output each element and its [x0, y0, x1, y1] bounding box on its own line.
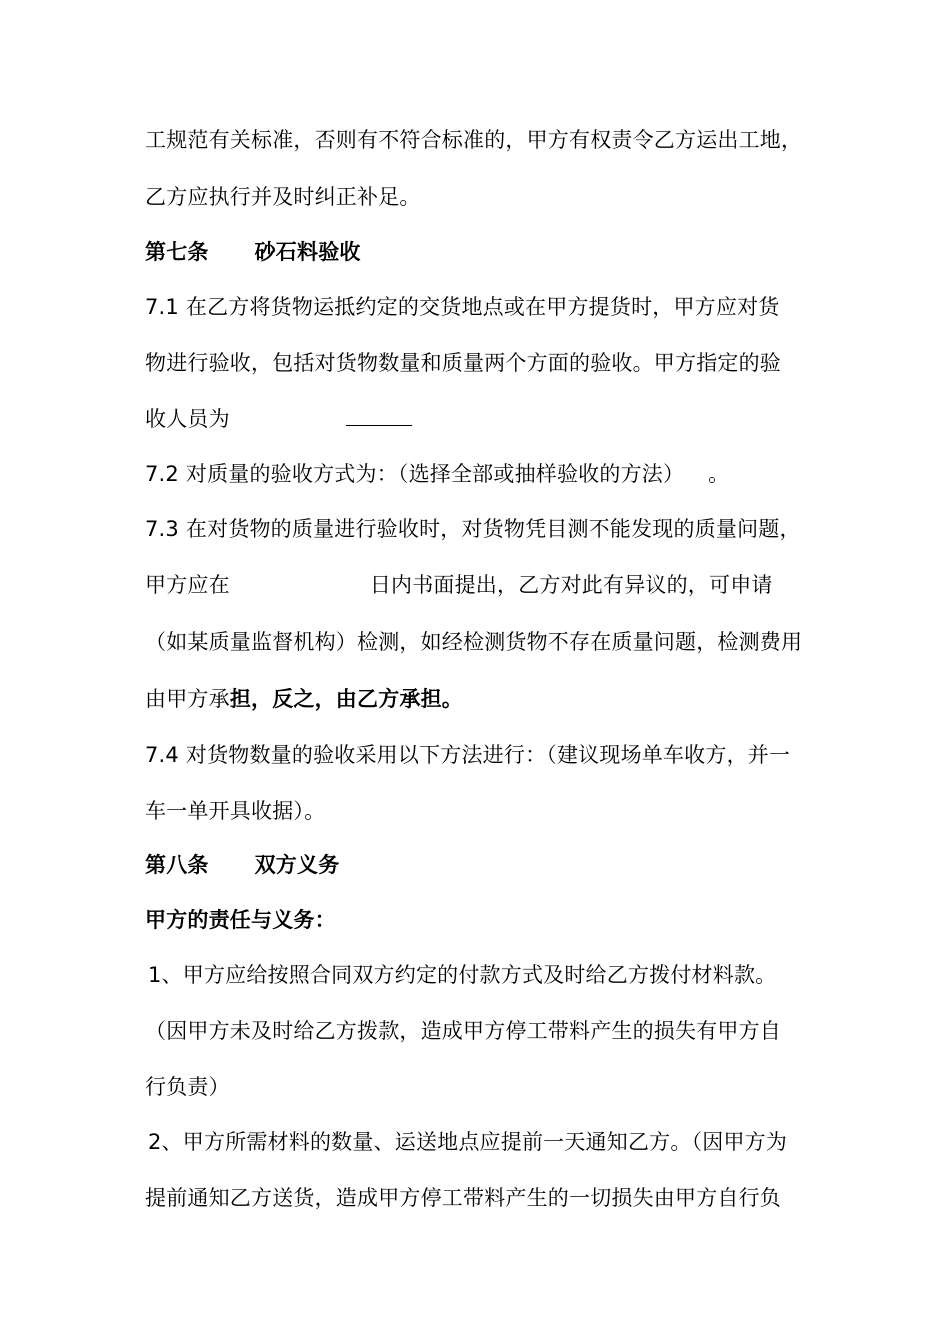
article-7-title: 砂石料验收 — [254, 240, 361, 264]
clause-7-3-line — [145, 570, 825, 600]
clause-7-2-end: 。 — [708, 462, 730, 486]
clause-7-3-part: 由甲方承 — [145, 687, 230, 711]
article-8-heading — [145, 850, 825, 880]
clause-7-1-line: 7.1 在乙方将货物运抵约定的交货地点或在甲方提货时，甲方应对货 — [145, 295, 780, 319]
article-8-title: 双方义务 — [254, 853, 340, 877]
duty-1-line: 1、甲方应给按照合同双方约定的付款方式及时给乙方拨付材料款。 — [148, 963, 777, 987]
party-a-heading: 甲方的责任与义务： — [145, 908, 336, 932]
clause-7-3-part: 甲方应在 — [145, 573, 230, 597]
clause-7-3-part: 日内书面提出，乙方对此有异议的，可申请 — [369, 573, 773, 597]
duty-2-line: 2、甲方所需材料的数量、运送地点应提前一天通知乙方。（因甲方为 — [148, 1130, 788, 1154]
duty-2-line: 提前通知乙方送货，造成甲方停工带料产生的一切损失由甲方自行负 — [145, 1186, 781, 1210]
clause-7-3-line: （如某质量监督机构）检测，如经检测货物不存在质量问题，检测费用 — [145, 630, 803, 654]
duty-1-line: 行负责） — [145, 1075, 230, 1099]
article-8-number: 第八条 — [145, 853, 209, 877]
inspector-blank — [346, 407, 412, 426]
duty-1-line: （因甲方未及时给乙方拨款，造成甲方停工带料产生的损失有甲方自 — [145, 1019, 781, 1043]
article-7-heading — [145, 237, 825, 267]
article-7-number: 第七条 — [145, 240, 209, 264]
clause-7-3-line: 7.3 在对货物的质量进行验收时，对货物凭目测不能发现的质量问题， — [145, 517, 801, 541]
clause-7-2-text: 7.2 对质量的验收方式为：（选择全部或抽样验收的方法） — [145, 462, 685, 486]
paragraph-line: 乙方应执行并及时纠正补足。 — [145, 185, 421, 209]
clause-7-3-bold-part: 担，反之，由乙方承担。 — [229, 687, 464, 711]
clause-7-1-line — [145, 404, 825, 434]
clause-7-3-line — [145, 684, 825, 714]
inspector-label: 收人员为 — [145, 407, 230, 431]
clause-7-1-line: 物进行验收，包括对货物数量和质量两个方面的验收。甲方指定的验 — [145, 351, 781, 375]
clause-7-4-line: 7.4 对货物数量的验收采用以下方法进行：（建议现场单车收方，并一 — [145, 743, 791, 767]
clause-7-2-line — [145, 459, 825, 489]
paragraph-line: 工规范有关标准，否则有不符合标准的，甲方有权责令乙方运出工地， — [145, 128, 803, 152]
clause-7-4-line: 车一单开具收据）。 — [145, 799, 326, 823]
